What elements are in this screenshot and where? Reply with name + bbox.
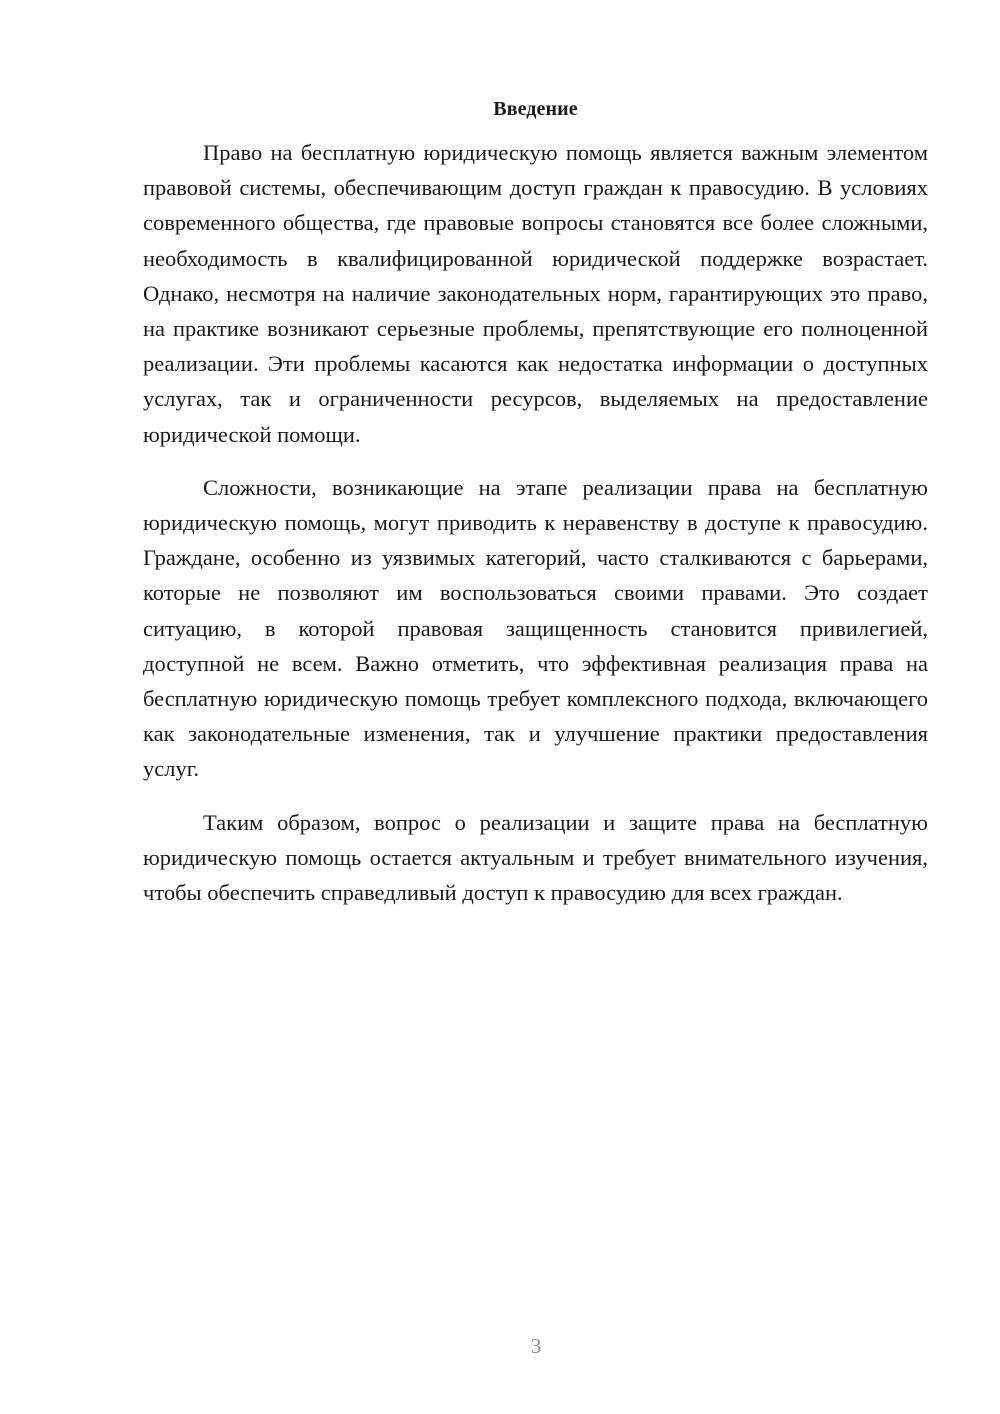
body-paragraph-3: Таким образом, вопрос о реализации и защите права на бесплатную юридическую помощь остается актуальным и требует внимательного изучения, чтобы обеспечить справедливый доступ к правосудию для всех граждан.: [143, 809, 928, 906]
body-paragraph-2: Сложности, возникающие на этапе реализации права на бесплатную юридическую помощь, могут приводить к неравенству в доступе к правосудию. Граждане, особенно из уязвимых категорий, часто сталкиваются с барьерами, которые не позволяют им воспользоваться своими правами. Это создает ситуацию, в которой правовая защищенность становится привилегией, доступной не всем. Важно отметить, что эффективная реализация права на бесплатную юридическую помощь требует комплексного подхода, включающего как законодательные изменения, так и улучшение практики предоставления услуг.: [143, 474, 928, 782]
page-content: [143, 92, 928, 928]
page-number: 3: [530, 1334, 542, 1358]
section-heading: Введение: [493, 98, 578, 120]
body-paragraph-1: Право на бесплатную юридическую помощь является важным элементом правовой системы, обеспечивающим доступ граждан к правосудию. В условиях современного общества, где правовые вопросы становятся все более сложными, необходимость в квалифицированной юридической поддержке возрастает. Однако, несмотря на наличие законодательных норм, гарантирующих это право, на практике возникают серьезные проблемы, препятствующие его полноценной реализации. Эти проблемы касаются как недостатка информации о доступных услугах, так и ограниченности ресурсов, выделяемых на предоставление юридической помощи.: [143, 140, 928, 447]
